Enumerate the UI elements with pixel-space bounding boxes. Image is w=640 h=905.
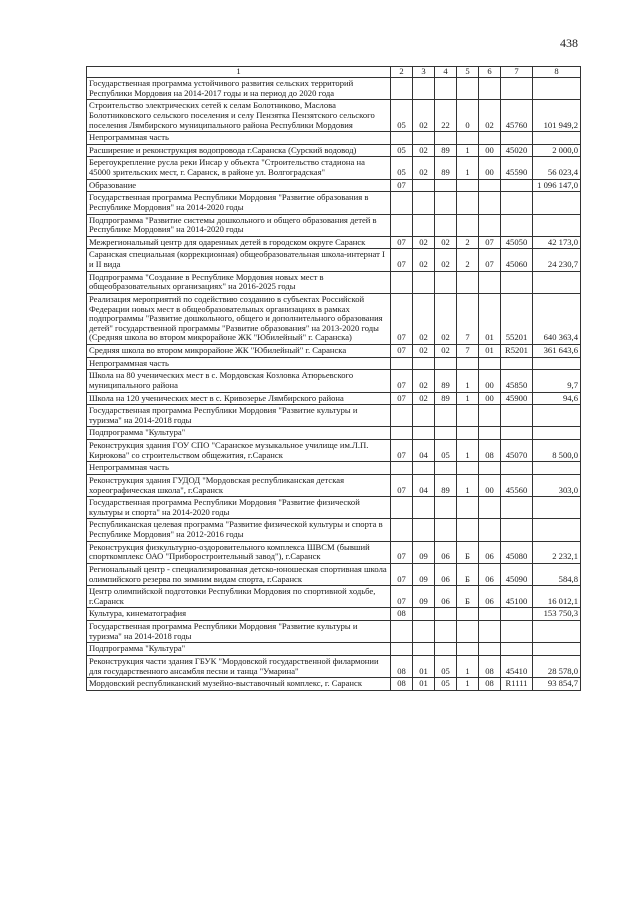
direction-code-cell — [501, 357, 533, 370]
subsection-code-cell: 01 — [413, 678, 435, 691]
subsection-code-cell: 09 — [413, 541, 435, 563]
table-header — [87, 67, 581, 78]
direction-code-cell: 45060 — [501, 249, 533, 271]
item-name-cell: Непрограммная часть — [87, 357, 391, 370]
direction-code-cell: 45560 — [501, 474, 533, 496]
amount-cell — [533, 462, 581, 475]
direction-code-cell: 45080 — [501, 541, 533, 563]
section-code-cell: 07 — [391, 293, 413, 344]
section-code-cell — [391, 643, 413, 656]
program-code-cell — [435, 78, 457, 100]
item-name-cell: Республиканская целевая программа "Развитие физической культуры и спорта в Республике Мордовия" на 2012-2016 годы — [87, 519, 391, 541]
subprogram-code-cell — [457, 519, 479, 541]
subsection-code-cell — [413, 179, 435, 192]
event-code-cell: 08 — [479, 655, 501, 677]
item-name-cell: Подпрограмма "Развитие системы дошкольного и общего образования детей в Республике Мордовия" на 2014-2020 годы — [87, 214, 391, 236]
section-code-cell: 07 — [391, 586, 413, 608]
item-name-cell: Средняя школа во втором микрорайоне ЖК "Юбилейный" г. Саранска — [87, 345, 391, 358]
subprogram-code-cell: Б — [457, 563, 479, 585]
section-code-cell: 05 — [391, 100, 413, 132]
subprogram-code-cell: 1 — [457, 392, 479, 405]
event-code-cell: 00 — [479, 157, 501, 179]
direction-code-cell — [501, 462, 533, 475]
subprogram-code-cell: 1 — [457, 144, 479, 157]
item-name-cell: Образование — [87, 179, 391, 192]
subprogram-code-cell — [457, 643, 479, 656]
table-row — [87, 621, 581, 643]
direction-code-cell: 45590 — [501, 157, 533, 179]
section-code-cell: 07 — [391, 236, 413, 249]
program-code-cell — [435, 405, 457, 427]
program-code-cell: 05 — [435, 678, 457, 691]
section-code-cell — [391, 271, 413, 293]
direction-code-cell — [501, 405, 533, 427]
section-code-cell — [391, 192, 413, 214]
direction-code-cell: R1111 — [501, 678, 533, 691]
program-code-cell: 02 — [435, 249, 457, 271]
program-code-cell — [435, 192, 457, 214]
item-name-cell: Государственная программа Республики Мордовия "Развитие культуры и туризма" на 2014-2018 годы — [87, 621, 391, 643]
amount-cell: 8 500,0 — [533, 440, 581, 462]
item-name-cell: Подпрограмма "Культура" — [87, 643, 391, 656]
amount-cell: 28 578,0 — [533, 655, 581, 677]
section-code-cell: 05 — [391, 157, 413, 179]
section-code-cell — [391, 519, 413, 541]
amount-cell: 24 230,7 — [533, 249, 581, 271]
section-code-cell: 08 — [391, 608, 413, 621]
subprogram-code-cell: 1 — [457, 440, 479, 462]
direction-code-cell — [501, 608, 533, 621]
item-name-cell: Школа на 80 ученических мест в с. Мордовская Козловка Атюрьевского муниципального района — [87, 370, 391, 392]
subsection-code-cell: 04 — [413, 440, 435, 462]
subsection-code-cell: 02 — [413, 236, 435, 249]
section-code-cell: 08 — [391, 655, 413, 677]
direction-code-cell: 55201 — [501, 293, 533, 344]
event-code-cell — [479, 179, 501, 192]
subprogram-code-cell: 2 — [457, 236, 479, 249]
program-code-cell — [435, 179, 457, 192]
amount-cell: 1 096 147,0 — [533, 179, 581, 192]
header-cell: 8 — [533, 67, 581, 78]
event-code-cell: 00 — [479, 474, 501, 496]
amount-cell: 56 023,4 — [533, 157, 581, 179]
section-code-cell — [391, 497, 413, 519]
subprogram-code-cell — [457, 214, 479, 236]
program-code-cell: 02 — [435, 345, 457, 358]
section-code-cell — [391, 214, 413, 236]
event-code-cell: 07 — [479, 249, 501, 271]
event-code-cell — [479, 405, 501, 427]
direction-code-cell — [501, 214, 533, 236]
program-code-cell: 89 — [435, 474, 457, 496]
table-row — [87, 100, 581, 132]
section-code-cell — [391, 462, 413, 475]
item-name-cell: Подпрограмма "Создание в Республике Мордовия новых мест в общеобразовательных организациях" на 2016-2025 годы — [87, 271, 391, 293]
amount-cell: 101 949,2 — [533, 100, 581, 132]
subprogram-code-cell: 0 — [457, 100, 479, 132]
table-row — [87, 643, 581, 656]
direction-code-cell — [501, 519, 533, 541]
table-row — [87, 144, 581, 157]
section-code-cell — [391, 405, 413, 427]
subprogram-code-cell — [457, 462, 479, 475]
program-code-cell — [435, 427, 457, 440]
item-name-cell: Государственная программа устойчивого развития сельских территорий Республики Мордовия на 2014-2017 годы и на период до 2020 года — [87, 78, 391, 100]
section-code-cell — [391, 132, 413, 145]
event-code-cell — [479, 497, 501, 519]
subprogram-code-cell — [457, 621, 479, 643]
direction-code-cell — [501, 621, 533, 643]
program-code-cell — [435, 643, 457, 656]
section-code-cell: 07 — [391, 392, 413, 405]
event-code-cell — [479, 427, 501, 440]
item-name-cell: Мордовский республиканский музейно-выставочный комплекс, г. Саранск — [87, 678, 391, 691]
table-row — [87, 236, 581, 249]
section-code-cell — [391, 357, 413, 370]
subprogram-code-cell — [457, 608, 479, 621]
subprogram-code-cell: 7 — [457, 345, 479, 358]
header-cell: 5 — [457, 67, 479, 78]
event-code-cell — [479, 643, 501, 656]
table-row — [87, 608, 581, 621]
table-row — [87, 563, 581, 585]
table-row — [87, 586, 581, 608]
subsection-code-cell: 02 — [413, 370, 435, 392]
subprogram-code-cell — [457, 405, 479, 427]
table-row — [87, 655, 581, 677]
event-code-cell — [479, 78, 501, 100]
amount-cell: 303,0 — [533, 474, 581, 496]
program-code-cell — [435, 214, 457, 236]
table-row — [87, 179, 581, 192]
amount-cell — [533, 519, 581, 541]
program-code-cell: 06 — [435, 586, 457, 608]
subsection-code-cell: 02 — [413, 157, 435, 179]
direction-code-cell — [501, 643, 533, 656]
table-row — [87, 462, 581, 475]
event-code-cell: 01 — [479, 345, 501, 358]
event-code-cell: 07 — [479, 236, 501, 249]
direction-code-cell — [501, 271, 533, 293]
subprogram-code-cell: 1 — [457, 370, 479, 392]
amount-cell — [533, 643, 581, 656]
event-code-cell — [479, 214, 501, 236]
direction-code-cell: 45050 — [501, 236, 533, 249]
subprogram-code-cell: 1 — [457, 678, 479, 691]
subprogram-code-cell: Б — [457, 541, 479, 563]
direction-code-cell — [501, 497, 533, 519]
direction-code-cell: 45070 — [501, 440, 533, 462]
subsection-code-cell — [413, 621, 435, 643]
subprogram-code-cell: 1 — [457, 655, 479, 677]
subprogram-code-cell — [457, 132, 479, 145]
amount-cell: 9,7 — [533, 370, 581, 392]
header-cell: 7 — [501, 67, 533, 78]
amount-cell — [533, 78, 581, 100]
amount-cell — [533, 427, 581, 440]
event-code-cell: 06 — [479, 541, 501, 563]
table-row — [87, 678, 581, 691]
item-name-cell: Реконструкция части здания ГБУК "Мордовской государственной филармонии для государственного ансамбля песни и танца "Умарина" — [87, 655, 391, 677]
event-code-cell: 08 — [479, 678, 501, 691]
section-code-cell: 07 — [391, 370, 413, 392]
direction-code-cell — [501, 179, 533, 192]
amount-cell: 640 363,4 — [533, 293, 581, 344]
subsection-code-cell: 09 — [413, 586, 435, 608]
header-row — [87, 67, 581, 78]
direction-code-cell — [501, 132, 533, 145]
subprogram-code-cell — [457, 357, 479, 370]
header-cell: 2 — [391, 67, 413, 78]
amount-cell: 584,8 — [533, 563, 581, 585]
item-name-cell: Культура, кинематография — [87, 608, 391, 621]
amount-cell: 42 173,0 — [533, 236, 581, 249]
program-code-cell — [435, 271, 457, 293]
section-code-cell: 07 — [391, 345, 413, 358]
program-code-cell: 06 — [435, 563, 457, 585]
section-code-cell: 08 — [391, 678, 413, 691]
subsection-code-cell: 02 — [413, 293, 435, 344]
table-row — [87, 392, 581, 405]
section-code-cell — [391, 621, 413, 643]
amount-cell: 153 750,3 — [533, 608, 581, 621]
direction-code-cell: 45100 — [501, 586, 533, 608]
table-row — [87, 370, 581, 392]
section-code-cell: 07 — [391, 563, 413, 585]
event-code-cell: 02 — [479, 100, 501, 132]
event-code-cell — [479, 192, 501, 214]
subsection-code-cell — [413, 497, 435, 519]
event-code-cell: 00 — [479, 144, 501, 157]
item-name-cell: Межрегиональный центр для одаренных детей в городском округе Саранск — [87, 236, 391, 249]
item-name-cell: Реконструкция физкультурно-оздоровительного комплекса ШВСМ (бывший спорткомплекс ОАО "Приборостроительный завод"), г.Саранск — [87, 541, 391, 563]
subprogram-code-cell: 2 — [457, 249, 479, 271]
program-code-cell: 02 — [435, 293, 457, 344]
item-name-cell: Школа на 120 ученических мест в с. Кривозерье Лямбирского района — [87, 392, 391, 405]
table-row — [87, 405, 581, 427]
subsection-code-cell: 02 — [413, 345, 435, 358]
subprogram-code-cell — [457, 179, 479, 192]
subprogram-code-cell: 1 — [457, 474, 479, 496]
program-code-cell: 05 — [435, 655, 457, 677]
section-code-cell: 07 — [391, 249, 413, 271]
subsection-code-cell — [413, 357, 435, 370]
table-row — [87, 78, 581, 100]
direction-code-cell: 45850 — [501, 370, 533, 392]
table-row — [87, 519, 581, 541]
direction-code-cell — [501, 78, 533, 100]
subsection-code-cell — [413, 608, 435, 621]
amount-cell — [533, 621, 581, 643]
item-name-cell: Реконструкция здания ГУДОД "Мордовская республиканская детская хореографическая школа", г.Саранск — [87, 474, 391, 496]
table-row — [87, 132, 581, 145]
subsection-code-cell — [413, 519, 435, 541]
subsection-code-cell — [413, 405, 435, 427]
item-name-cell: Строительство электрических сетей к селам Болотниково, Маслова Болотниковского сельского поселения и селу Пензятка Пензятского сельского поселения Лямбирского муниципального района Республики Мордовия — [87, 100, 391, 132]
page-number: 438 — [560, 36, 578, 50]
subsection-code-cell: 04 — [413, 474, 435, 496]
subsection-code-cell: 02 — [413, 392, 435, 405]
amount-cell: 2 000,0 — [533, 144, 581, 157]
item-name-cell: Подпрограмма "Культура" — [87, 427, 391, 440]
subsection-code-cell — [413, 192, 435, 214]
program-code-cell — [435, 462, 457, 475]
subprogram-code-cell — [457, 192, 479, 214]
direction-code-cell: 45900 — [501, 392, 533, 405]
event-code-cell — [479, 519, 501, 541]
amount-cell: 16 012,1 — [533, 586, 581, 608]
amount-cell — [533, 497, 581, 519]
program-code-cell — [435, 621, 457, 643]
program-code-cell: 89 — [435, 392, 457, 405]
item-name-cell: Государственная программа Республики Мордовия "Развитие культуры и туризма" на 2014-2018 годы — [87, 405, 391, 427]
item-name-cell: Непрограммная часть — [87, 132, 391, 145]
subsection-code-cell: 02 — [413, 100, 435, 132]
budget-table — [86, 66, 581, 691]
subsection-code-cell — [413, 214, 435, 236]
subsection-code-cell — [413, 427, 435, 440]
subprogram-code-cell: Б — [457, 586, 479, 608]
item-name-cell: Саранская специальная (коррекционная) общеобразовательная школа-интернат I и II вида — [87, 249, 391, 271]
event-code-cell: 08 — [479, 440, 501, 462]
subprogram-code-cell: 1 — [457, 157, 479, 179]
event-code-cell: 06 — [479, 563, 501, 585]
amount-cell — [533, 192, 581, 214]
program-code-cell: 89 — [435, 144, 457, 157]
direction-code-cell: 45410 — [501, 655, 533, 677]
table-row — [87, 541, 581, 563]
section-code-cell — [391, 78, 413, 100]
amount-cell: 2 232,1 — [533, 541, 581, 563]
table-row — [87, 440, 581, 462]
section-code-cell: 07 — [391, 440, 413, 462]
program-code-cell: 05 — [435, 440, 457, 462]
direction-code-cell: 45020 — [501, 144, 533, 157]
subsection-code-cell: 01 — [413, 655, 435, 677]
table-row — [87, 345, 581, 358]
item-name-cell: Расширение и реконструкция водопровода г.Саранска (Сурский водовод) — [87, 144, 391, 157]
event-code-cell — [479, 357, 501, 370]
item-name-cell: Реализация мероприятий по содействию созданию в субъектах Российской Федерации новых мест в общеобразовательных организациях в рамках подпрограммы "Развитие дошкольного, общего и дополнительного образования детей" государственной программы "Развитие образования" на 2013-2020 годы (Средняя школа во втором микрорайоне ЖК "Юбилейный" г. Саранска) — [87, 293, 391, 344]
section-code-cell — [391, 427, 413, 440]
subsection-code-cell: 09 — [413, 563, 435, 585]
header-cell: 6 — [479, 67, 501, 78]
item-name-cell: Государственная программа Республики Мордовия "Развитие физической культуры и спорта" на 2014-2020 годы — [87, 497, 391, 519]
program-code-cell — [435, 608, 457, 621]
item-name-cell: Центр олимпийской подготовки Республики Мордовия по спортивной ходьбе, г.Саранск — [87, 586, 391, 608]
subsection-code-cell — [413, 132, 435, 145]
table-row — [87, 157, 581, 179]
amount-cell — [533, 271, 581, 293]
program-code-cell: 89 — [435, 157, 457, 179]
program-code-cell — [435, 519, 457, 541]
amount-cell — [533, 405, 581, 427]
table-row — [87, 293, 581, 344]
table-row — [87, 497, 581, 519]
event-code-cell — [479, 608, 501, 621]
event-code-cell — [479, 621, 501, 643]
item-name-cell: Государственная программа Республики Мордовия "Развитие образования в Республике Мордовия" на 2014-2020 годы — [87, 192, 391, 214]
table-body — [87, 78, 581, 691]
subprogram-code-cell: 7 — [457, 293, 479, 344]
direction-code-cell — [501, 427, 533, 440]
direction-code-cell: R5201 — [501, 345, 533, 358]
amount-cell — [533, 214, 581, 236]
event-code-cell — [479, 132, 501, 145]
header-cell: 3 — [413, 67, 435, 78]
event-code-cell: 00 — [479, 392, 501, 405]
table-row — [87, 427, 581, 440]
amount-cell — [533, 357, 581, 370]
table-row — [87, 474, 581, 496]
item-name-cell: Региональный центр - специализированная детско-юношеская спортивная школа олимпийского резерва по зимним видам спорта, г.Саранск — [87, 563, 391, 585]
program-code-cell: 22 — [435, 100, 457, 132]
event-code-cell: 00 — [479, 370, 501, 392]
header-cell: 4 — [435, 67, 457, 78]
subsection-code-cell — [413, 462, 435, 475]
amount-cell — [533, 132, 581, 145]
program-code-cell: 06 — [435, 541, 457, 563]
program-code-cell: 89 — [435, 370, 457, 392]
subsection-code-cell: 02 — [413, 249, 435, 271]
direction-code-cell — [501, 192, 533, 214]
item-name-cell: Реконструкция здания ГОУ СПО "Саранское музыкальное училище им.Л.П. Кирюкова" со строительством общежития, г.Саранск — [87, 440, 391, 462]
subsection-code-cell — [413, 271, 435, 293]
table-row — [87, 357, 581, 370]
item-name-cell: Непрограммная часть — [87, 462, 391, 475]
program-code-cell — [435, 132, 457, 145]
table-row — [87, 271, 581, 293]
subsection-code-cell — [413, 78, 435, 100]
item-name-cell: Берегоукрепление русла реки Инсар у объекта "Строительство стадиона на 45000 зрительских мест, г. Саранск, в районе ул. Волгоградская" — [87, 157, 391, 179]
amount-cell: 94,6 — [533, 392, 581, 405]
subprogram-code-cell — [457, 271, 479, 293]
section-code-cell: 07 — [391, 179, 413, 192]
header-cell: 1 — [87, 67, 391, 78]
section-code-cell: 07 — [391, 541, 413, 563]
amount-cell: 361 643,6 — [533, 345, 581, 358]
table-row — [87, 249, 581, 271]
event-code-cell: 06 — [479, 586, 501, 608]
subsection-code-cell — [413, 643, 435, 656]
event-code-cell: 01 — [479, 293, 501, 344]
section-code-cell: 07 — [391, 474, 413, 496]
subprogram-code-cell — [457, 497, 479, 519]
direction-code-cell: 45760 — [501, 100, 533, 132]
section-code-cell: 05 — [391, 144, 413, 157]
program-code-cell — [435, 497, 457, 519]
subprogram-code-cell — [457, 427, 479, 440]
table-row — [87, 192, 581, 214]
subsection-code-cell: 02 — [413, 144, 435, 157]
program-code-cell: 02 — [435, 236, 457, 249]
program-code-cell — [435, 357, 457, 370]
amount-cell: 93 854,7 — [533, 678, 581, 691]
table-row — [87, 214, 581, 236]
direction-code-cell: 45090 — [501, 563, 533, 585]
event-code-cell — [479, 271, 501, 293]
subprogram-code-cell — [457, 78, 479, 100]
event-code-cell — [479, 462, 501, 475]
